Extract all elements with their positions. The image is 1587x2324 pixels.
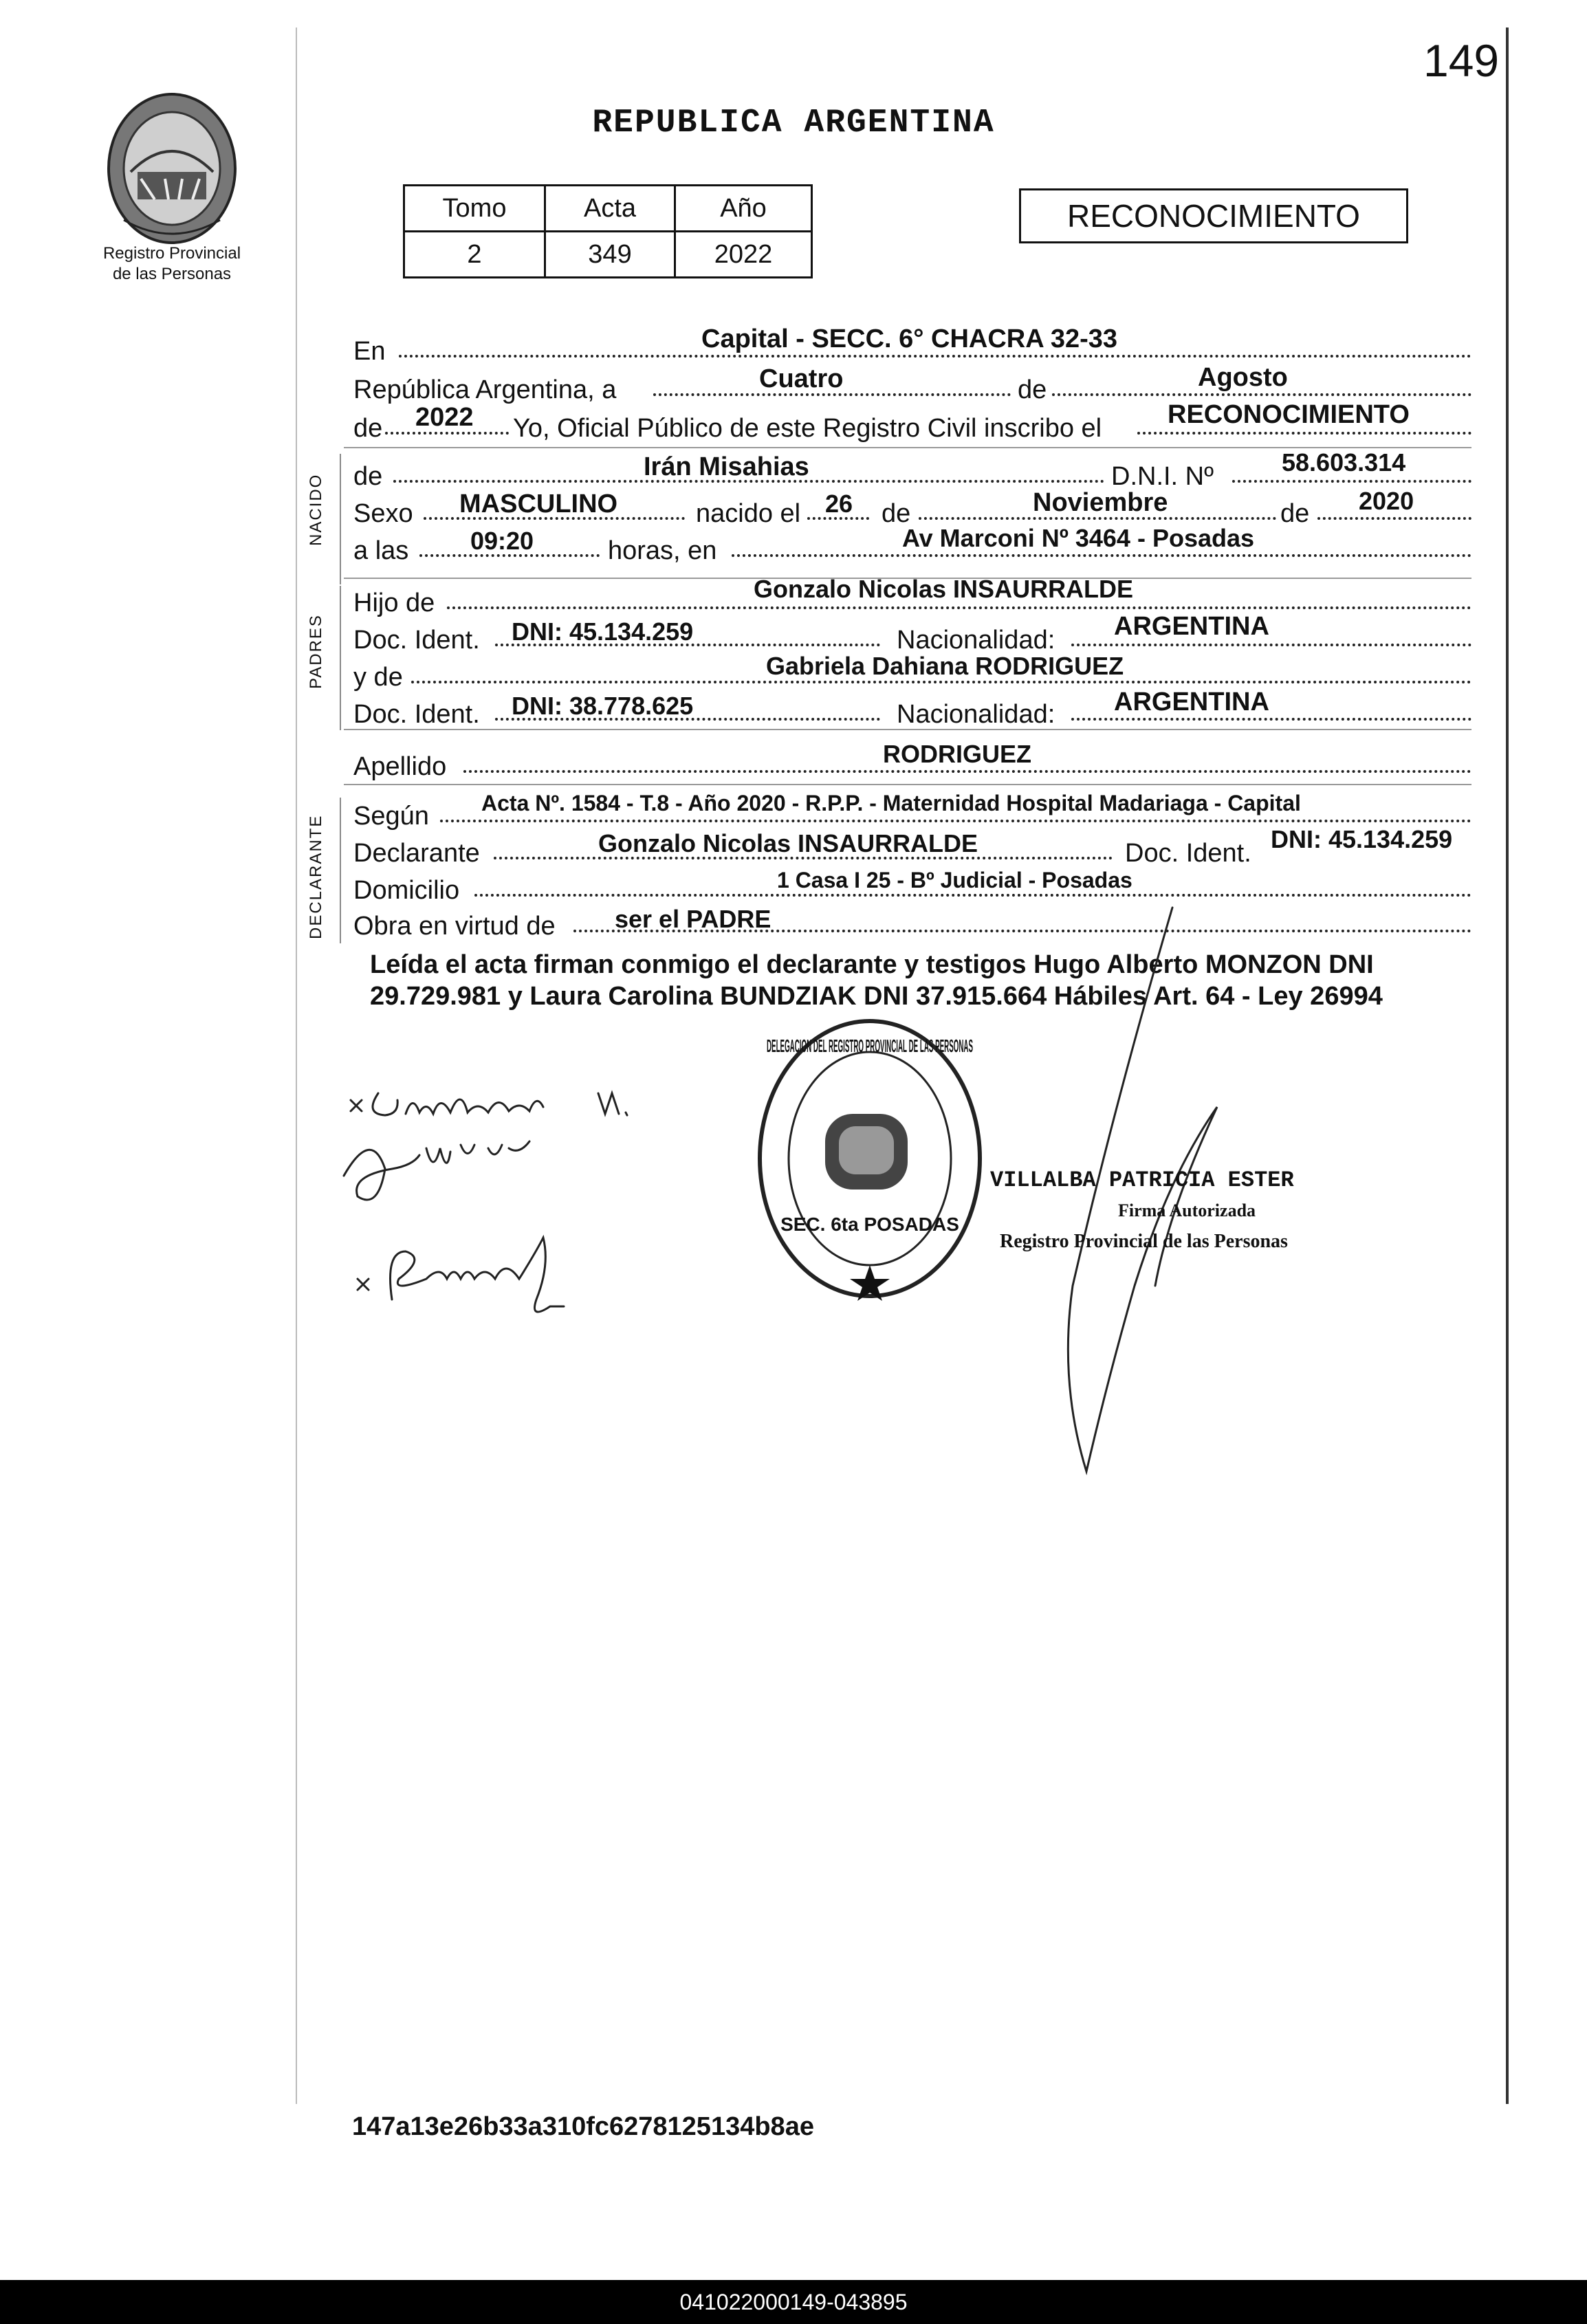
registry-caption [69,243,275,285]
a-las-label: a las [353,536,409,565]
record-type-box: RECONOCIMIENTO [1019,188,1408,243]
record-table [403,184,813,278]
dots [447,606,1471,609]
declarante-doc-label: Doc. Ident. [1125,839,1251,868]
oficial-text: Yo, Oficial Público de este Registro Civil inscribo el [513,414,1102,443]
dni-value: 58.603.314 [1282,448,1406,476]
inscribo-value: RECONOCIMIENTO [1168,400,1410,429]
official-stamp [749,1011,990,1306]
doc-label: Doc. Ident. [353,626,480,655]
declarante-label: Declarante [353,839,480,868]
dots [399,355,1471,358]
dots [411,681,1471,683]
nacido-mes: Noviembre [1033,488,1168,517]
dots [1317,517,1471,520]
horas-en-label: horas, en [608,536,717,565]
padres-bracket [340,586,341,730]
dots [1137,432,1471,435]
nacido-dia: 26 [825,490,853,518]
table-value-tomo: 2 [404,232,545,278]
en-value: Capital - SECC. 6° CHACRA 32-33 [701,325,1118,353]
dots [440,820,1471,822]
dni-label: D.N.I. Nº [1111,462,1214,491]
dots [474,894,1471,897]
declarante-doc: DNI: 45.134.259 [1271,825,1453,853]
nacido-anio: 2020 [1359,487,1414,515]
separator [344,729,1471,730]
madre-nac: ARGENTINA [1114,688,1269,716]
page-edge-line [1506,28,1509,2104]
side-label-declarante: DECLARANTE [307,814,325,939]
nacido-bracket [340,454,341,584]
de-label: de [1280,499,1310,528]
declarante-value: Gonzalo Nicolas INSAURRALDE [598,829,978,857]
obra-value: ser el PADRE [615,905,771,933]
dots [1071,718,1471,721]
side-label-nacido: NACIDO [307,473,325,546]
sexo-label: Sexo [353,499,413,528]
anio-value: 2022 [415,403,474,432]
de-label: de [353,414,383,443]
table-value-acta: 349 [545,232,675,278]
registry-caption-line1: Registro Provincial [102,244,241,263]
de-label: de [1018,375,1047,404]
declarante-bracket [340,798,341,943]
de-label: de [882,499,911,528]
witness-signatures [330,1073,674,1334]
madre-doc: DNI: 38.778.625 [512,692,694,720]
hijo-label: Hijo de [353,589,435,617]
dots [1071,644,1471,646]
footer-code: 041022000149-043895 [0,2280,1587,2324]
dots [1052,393,1471,396]
dots [463,770,1471,773]
separator [344,784,1471,785]
dots [1232,480,1471,483]
stamp-center-text: SEC. 6ta POSADAS [780,1214,959,1235]
nac-label: Nacionalidad: [897,700,1055,729]
closing-paragraph: Leída el acta firman conmigo el declarante y testigos Hugo Alberto MONZON DNI 29.729.981 y Laura Carolina BUNDZIAK DNI 37.915.664 Hábiles Art. 64 - Ley 26994 [370,950,1383,1011]
sexo-value: MASCULINO [459,490,618,518]
registry-caption-line2: de las Personas [112,265,232,283]
padre-nac: ARGENTINA [1114,612,1269,641]
domicilio-label: Domicilio [353,876,460,905]
table-header-anio: Año [675,186,812,232]
table-value-anio: 2022 [675,232,812,278]
page-number: 149 [1423,35,1500,86]
domicilio-value: 1 Casa I 25 - Bº Judicial - Posadas [777,868,1132,892]
line-en [353,337,385,366]
padre-value: Gonzalo Nicolas INSAURRALDE [754,575,1134,603]
officer-name: VILLALBA PATRICIA ESTER [990,1168,1294,1193]
nac-label: Nacionalidad: [897,626,1055,655]
mes-value: Agosto [1198,363,1288,392]
segun-value: Acta Nº. 1584 - T.8 - Año 2020 - R.P.P. - Maternidad Hospital Madariaga - Capital [481,791,1301,815]
officer-office: Registro Provincial de las Personas [1000,1231,1288,1252]
lugar-value: Av Marconi Nº 3464 - Posadas [902,524,1255,552]
dots [732,554,1471,557]
side-label-padres: PADRES [307,614,325,689]
de-label: de [353,462,383,491]
document-title: REPUBLICA ARGENTINA [592,105,995,142]
obra-label: Obra en virtud de [353,912,556,941]
table-header-acta: Acta [545,186,675,232]
apellido-value: RODRIGUEZ [883,740,1031,768]
hora-value: 09:20 [470,527,534,555]
segun-label: Según [353,802,429,831]
officer-role: Firma Autorizada [1118,1201,1256,1220]
padre-doc: DNI: 45.134.259 [512,617,694,646]
apellido-label: Apellido [353,752,447,781]
stamp-ring-text: DELEGACION DEL REGISTRO PROVINCIAL DE LAS PERSONAS [767,1035,973,1056]
republica-label: República Argentina, a [353,375,617,404]
doc-label: Doc. Ident. [353,700,480,729]
left-margin-rule [296,28,297,2104]
nacido-label: nacido el [696,499,801,528]
en-label: En [353,337,386,366]
dia-value: Cuatro [759,364,844,393]
nombre-value: Irán Misahias [644,452,809,481]
line-republica [353,375,616,405]
document-hash: 147a13e26b33a310fc6278125134b8ae [352,2112,814,2141]
madre-value: Gabriela Dahiana RODRIGUEZ [766,652,1124,680]
table-header-tomo: Tomo [404,186,545,232]
y-de-label: y de [353,663,403,692]
